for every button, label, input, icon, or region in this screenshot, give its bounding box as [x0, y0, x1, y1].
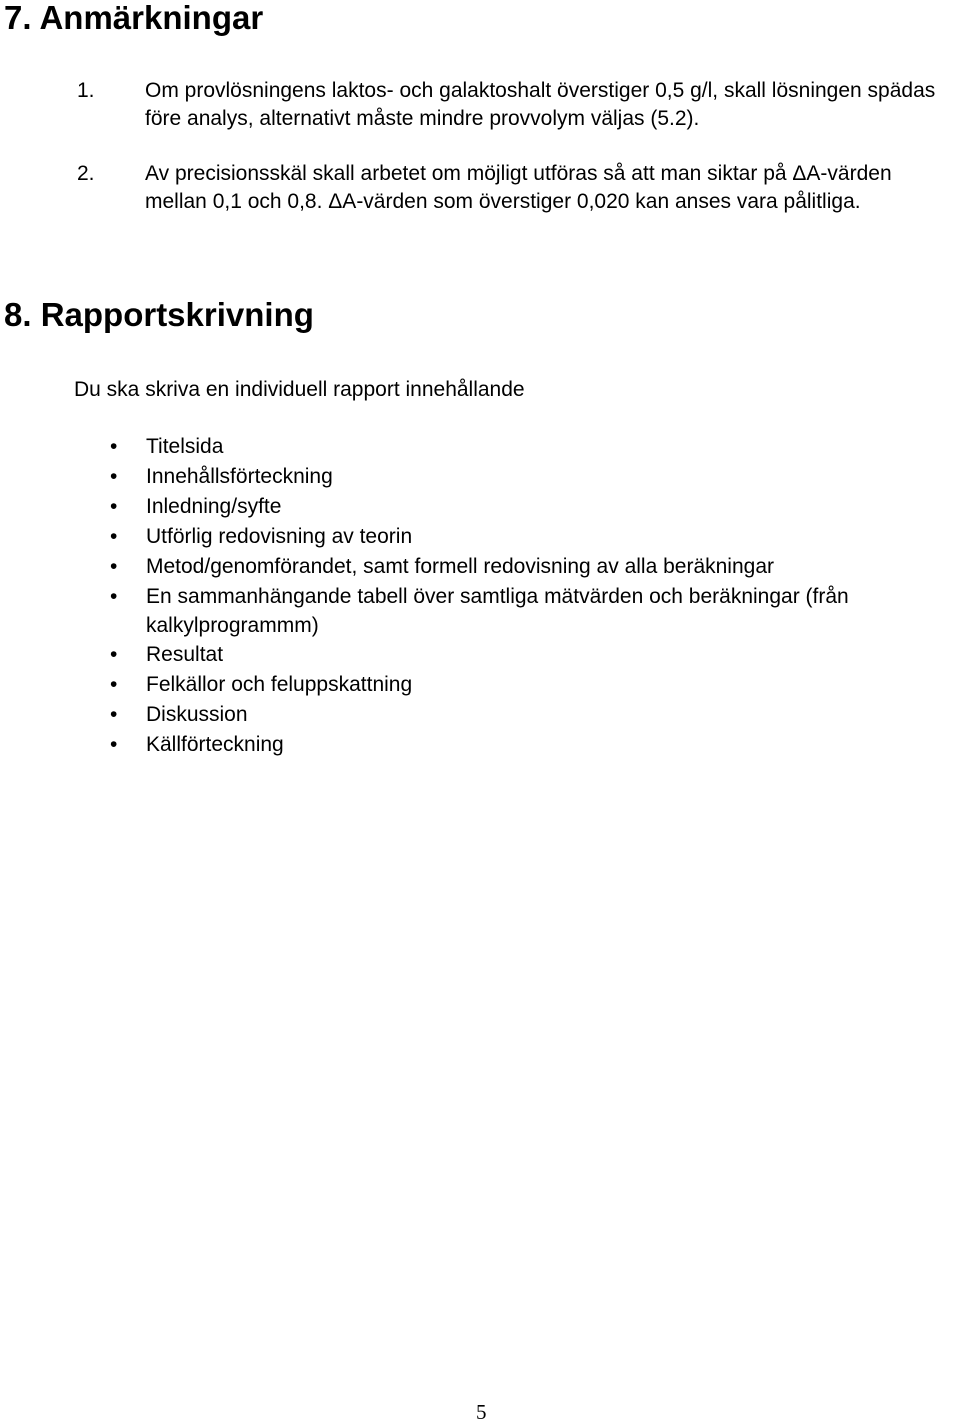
- bullet-icon: •: [110, 643, 118, 666]
- bullet-icon: •: [110, 673, 118, 696]
- note-number: 1.: [77, 79, 95, 102]
- page-number: 5: [476, 1400, 487, 1424]
- list-item: [0, 640, 946, 670]
- list-item: [0, 522, 946, 552]
- list-item-label: Källförteckning: [146, 733, 284, 756]
- bullet-icon: •: [110, 703, 118, 726]
- list-item: [0, 462, 946, 492]
- bullet-icon: •: [110, 465, 118, 488]
- list-item: [0, 492, 946, 522]
- bullet-icon: •: [110, 733, 118, 756]
- list-item-label: Metod/genomförandet, samt formell redovisning av alla beräkningar: [146, 555, 775, 578]
- list-item: [0, 552, 946, 582]
- note-text: Av precisionsskäl skall arbetet om möjligt utföras så att man siktar på ΔA-värden mellan 0,1 och 0,8. ΔA-värden som överstiger 0,020 kan anses vara pålitliga.: [145, 162, 892, 213]
- list-item-label: Resultat: [146, 643, 224, 666]
- list-item-label: Utförlig redovisning av teorin: [146, 525, 413, 548]
- list-item-label: Diskussion: [146, 703, 248, 726]
- section-heading-rapportskrivning: 8. Rapportskrivning: [4, 296, 314, 333]
- note-text: Om provlösningens laktos- och galaktoshalt överstiger 0,5 g/l, skall lösningen spädas före analys, alternativt måste mindre provvolym väljas (5.2).: [145, 79, 936, 130]
- report-contents-list: [0, 432, 960, 760]
- list-item: [0, 432, 946, 462]
- list-item: [0, 700, 946, 730]
- bullet-icon: •: [110, 585, 118, 608]
- list-item-label: Innehållsförteckning: [146, 465, 333, 488]
- list-item-label: Inledning/syfte: [146, 495, 282, 518]
- list-item-label: En sammanhängande tabell över samtliga mätvärden och beräkningar (från kalkylprogrammm): [146, 585, 849, 637]
- bullet-icon: •: [110, 525, 118, 548]
- list-item-label: Felkällor och feluppskattning: [146, 673, 413, 696]
- list-item: [0, 670, 946, 700]
- report-intro: Du ska skriva en individuell rapport innehållande: [74, 378, 525, 401]
- list-item-label: Titelsida: [146, 435, 224, 458]
- list-item: [0, 582, 946, 640]
- list-item: [0, 730, 946, 760]
- bullet-icon: •: [110, 495, 118, 518]
- section-heading-anmarkningar: 7. Anmärkningar: [4, 0, 264, 36]
- bullet-icon: •: [110, 555, 118, 578]
- bullet-icon: •: [110, 435, 118, 458]
- note-number: 2.: [77, 162, 95, 185]
